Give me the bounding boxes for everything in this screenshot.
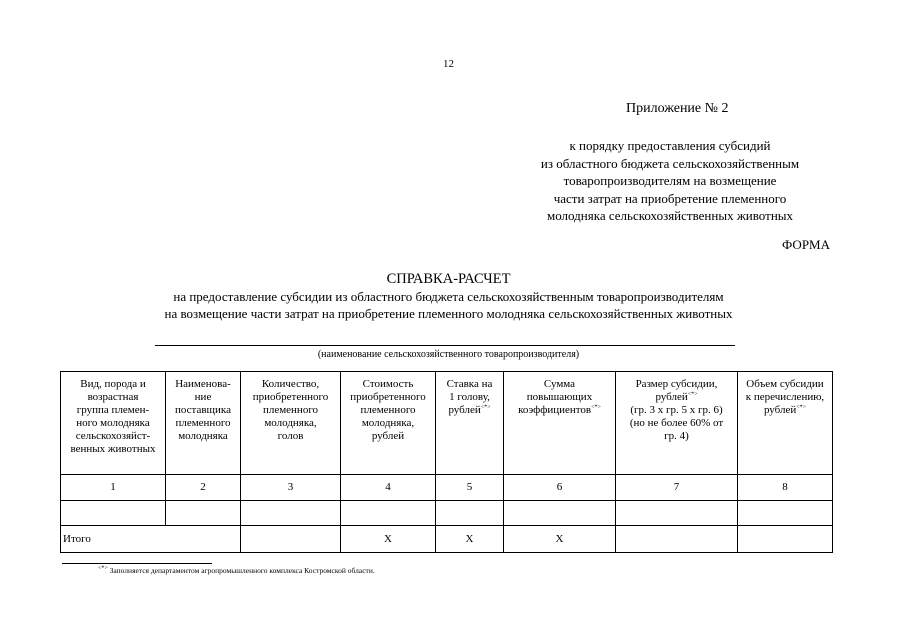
total-label: Итого xyxy=(61,526,241,553)
table-cell xyxy=(504,501,616,526)
note-mark: <*> xyxy=(796,404,807,411)
header-cell-7: Размер субсидии, рублей<*> (гр. 3 х гр. 5 х гр. 6) (но не более 60% от гр. 4) xyxy=(616,372,738,475)
total-cross-cell: Х xyxy=(341,526,436,553)
table-row xyxy=(61,501,833,526)
column-number: 2 xyxy=(166,475,241,501)
subtitle-line: на предоставление субсидии из областного бюджета сельскохозяйственным товаропроизводителям xyxy=(173,289,724,304)
header-cell-3: Количество, приобретенного племенного молодняка, голов xyxy=(241,372,341,475)
appendix-description xyxy=(510,137,830,225)
calculation-table xyxy=(60,371,833,553)
column-number: 7 xyxy=(616,475,738,501)
header-cell-1: Вид, порода и возрастная группа племен- ного молодняка сельскохозяйст- венных животных xyxy=(61,372,166,475)
column-number-row xyxy=(61,475,833,501)
document-subtitle xyxy=(0,288,897,322)
table-cell xyxy=(616,501,738,526)
column-number: 1 xyxy=(61,475,166,501)
table-cell xyxy=(241,526,341,553)
table-cell xyxy=(738,501,833,526)
table-cell xyxy=(436,501,504,526)
table-header-row xyxy=(61,372,833,475)
table-cell xyxy=(616,526,738,553)
table-cell xyxy=(738,526,833,553)
column-number: 8 xyxy=(738,475,833,501)
appendix-description-line: товаропроизводителям на возмещение xyxy=(563,173,777,188)
header-cell-5: Ставка на 1 голову, рублей<*> xyxy=(436,372,504,475)
note-mark: <*> xyxy=(591,404,601,411)
header-cell-2: Наименова- ние поставщика племенного молодняка xyxy=(166,372,241,475)
appendix-description-line: молодняка сельскохозяйственных животных xyxy=(546,208,794,223)
appendix-description-line: части затрат на приобретение племенного xyxy=(553,190,787,206)
note-mark: <*> xyxy=(687,391,698,398)
footnote-text: Заполняется департаментом агропромышленного комплекса Костромской области. xyxy=(109,566,375,575)
column-number: 4 xyxy=(341,475,436,501)
column-number: 5 xyxy=(436,475,504,501)
header-cell-4: Стоимость приобретенного племенного молодняка, рублей xyxy=(341,372,436,475)
header-cell-8: Объем субсидии к перечислению, рублей<*> xyxy=(738,372,833,475)
note-mark: <*> xyxy=(480,404,491,411)
table-cell xyxy=(241,501,341,526)
total-cross-cell: Х xyxy=(436,526,504,553)
total-row xyxy=(61,526,833,553)
producer-name-line xyxy=(155,345,735,346)
footnote-separator xyxy=(62,563,212,564)
form-label: ФОРМА xyxy=(782,237,830,252)
producer-caption: (наименование сельскохозяйственного товаропроизводителя) xyxy=(317,349,580,360)
appendix-description-line: к порядку предоставления субсидий xyxy=(569,138,771,153)
table-cell xyxy=(341,501,436,526)
total-cross-cell: Х xyxy=(504,526,616,553)
table-cell xyxy=(166,501,241,526)
page-number: 12 xyxy=(443,58,454,70)
subtitle-line: на возмещение части затрат на приобретение племенного молодняка сельскохозяйственных животных xyxy=(164,306,733,321)
appendix-description-line: из областного бюджета сельскохозяйственным xyxy=(540,155,800,171)
column-number: 3 xyxy=(241,475,341,501)
footnote xyxy=(98,566,375,575)
appendix-title: Приложение № 2 xyxy=(626,101,729,116)
footnote-mark: <*> xyxy=(98,565,108,572)
header-cell-6: Сумма повышающих коэффициентов<*> xyxy=(504,372,616,475)
document-title: СПРАВКА-РАСЧЕТ xyxy=(386,271,511,287)
table-cell xyxy=(61,501,166,526)
column-number: 6 xyxy=(504,475,616,501)
